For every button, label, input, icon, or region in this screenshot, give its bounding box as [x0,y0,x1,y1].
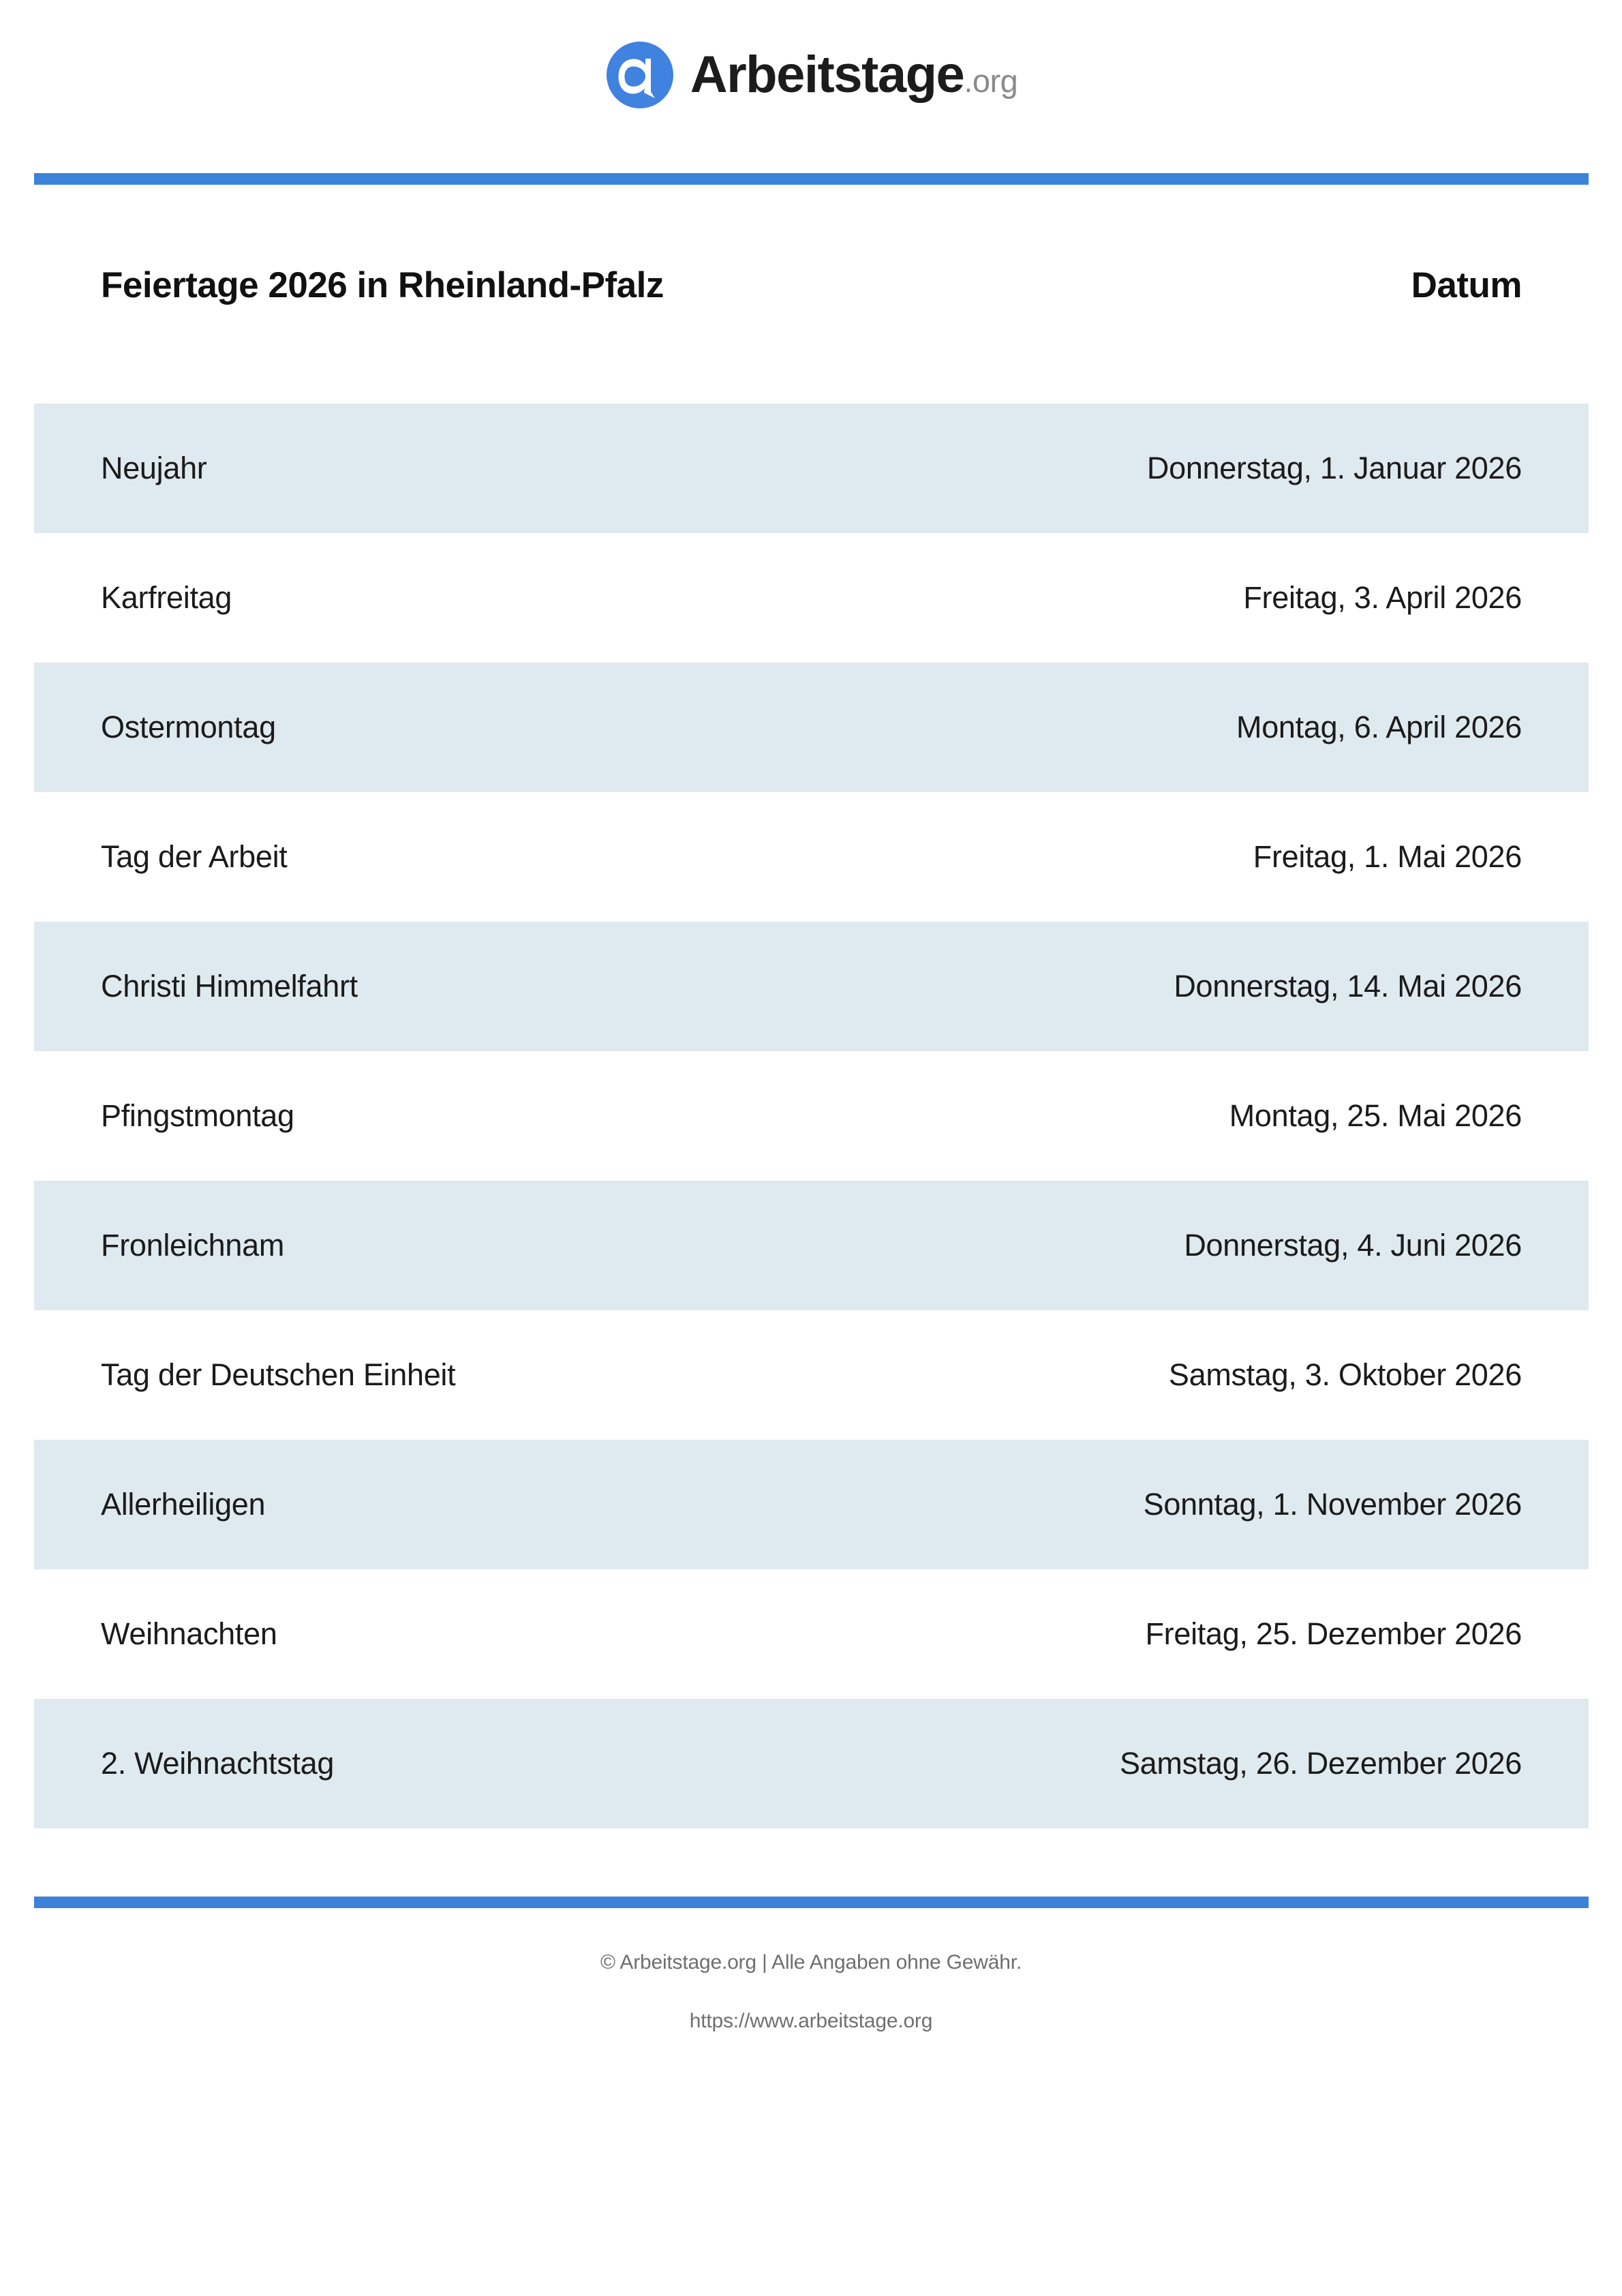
table-row [34,1699,1589,1828]
holiday-name: Ostermontag [101,710,276,744]
holiday-name: Tag der Deutschen Einheit [101,1357,456,1392]
page-footer [0,1951,1622,2033]
holiday-name: Tag der Arbeit [101,839,288,874]
table-row [34,533,1589,663]
holiday-date: Donnerstag, 1. Januar 2026 [1146,451,1522,485]
holiday-date: Montag, 6. April 2026 [1236,710,1522,744]
holiday-name: Fronleichnam [101,1228,285,1263]
divider-bottom [34,1897,1589,1908]
at-circle-logo-icon [605,40,675,110]
holiday-name: Neujahr [101,451,207,485]
page-title: Feiertage 2026 in Rheinland-Pfalz [101,265,664,305]
table-row [34,1569,1589,1699]
table-header-row [34,258,1589,312]
holiday-name: Weihnachten [101,1616,277,1651]
holiday-name: Christi Himmelfahrt [101,969,358,1003]
holiday-date: Donnerstag, 14. Mai 2026 [1174,969,1522,1003]
logo-name: Arbeitstage [690,46,964,104]
table-row [34,792,1589,922]
holiday-table [34,404,1589,1828]
holiday-date: Montag, 25. Mai 2026 [1229,1098,1522,1133]
holiday-date: Donnerstag, 4. Juni 2026 [1184,1228,1522,1263]
table-row [34,1440,1589,1569]
footer-copyright: © Arbeitstage.org | Alle Angaben ohne Gewähr. [600,1951,1022,1974]
holiday-name: 2. Weihnachtstag [101,1746,335,1781]
table-row [34,663,1589,792]
table-row [34,1181,1589,1310]
holiday-name: Pfingstmontag [101,1098,294,1133]
table-row [34,404,1589,533]
divider-top [34,173,1589,185]
logo-tld: .org [964,63,1018,99]
table-row [34,1310,1589,1440]
holiday-date: Samstag, 3. Oktober 2026 [1168,1357,1522,1392]
holiday-name: Karfreitag [101,580,232,615]
holiday-date: Sonntag, 1. November 2026 [1143,1487,1522,1522]
holiday-name: Allerheiligen [101,1487,266,1522]
holiday-date: Samstag, 26. Dezember 2026 [1119,1746,1522,1781]
table-row [34,1051,1589,1181]
holiday-date: Freitag, 3. April 2026 [1243,580,1522,615]
holiday-date: Freitag, 25. Dezember 2026 [1145,1616,1522,1651]
table-row [34,922,1589,1051]
column-header-date: Datum [1411,265,1522,305]
holiday-date: Freitag, 1. Mai 2026 [1253,839,1522,874]
site-logo [0,0,1622,104]
footer-url: https://www.arbeitstage.org [689,2010,933,2032]
logo-wordmark [690,46,1018,104]
